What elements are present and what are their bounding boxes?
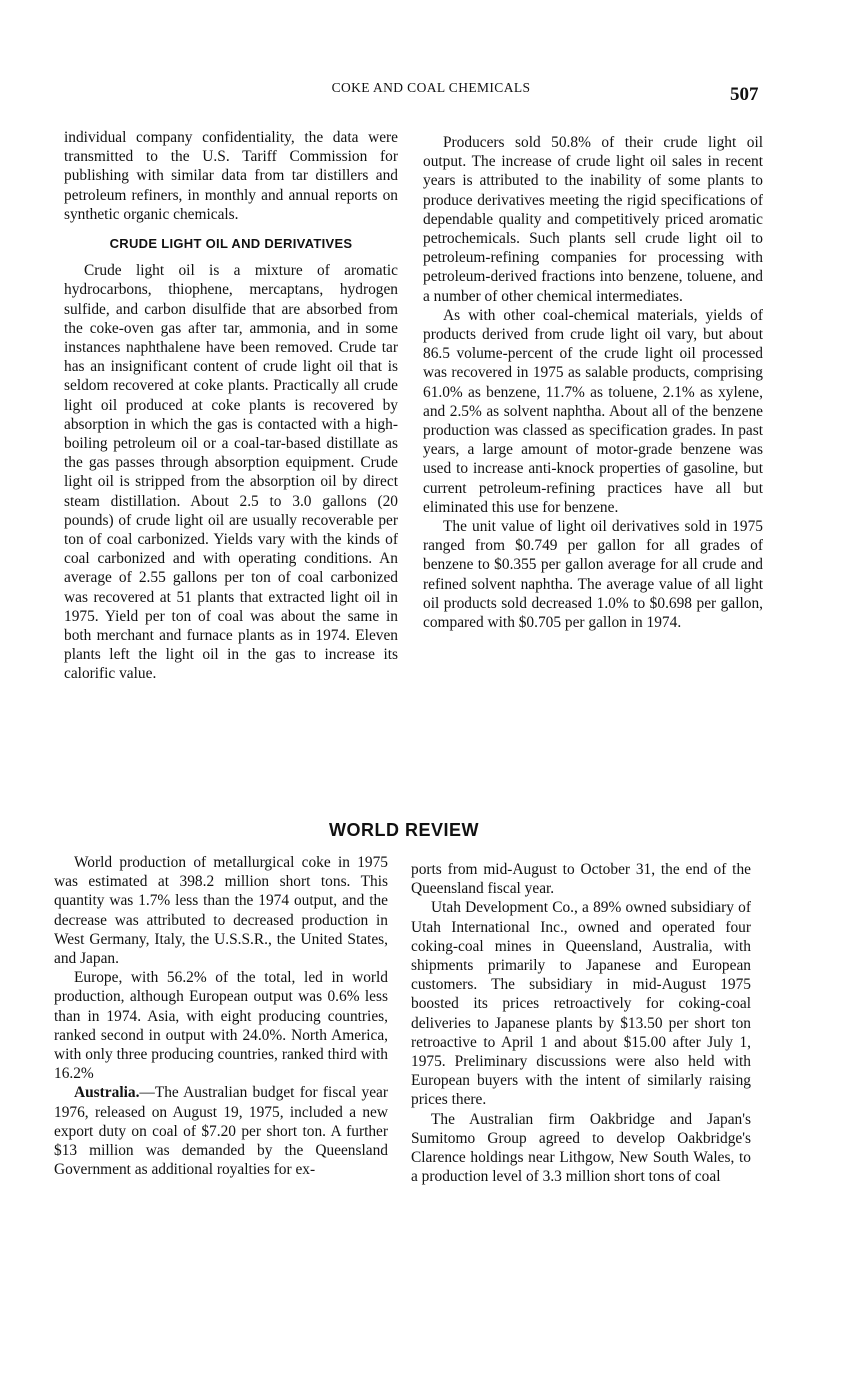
paragraph-exports-continued: ports from mid-August to October 31, the end of the Queensland fiscal year. bbox=[411, 861, 751, 898]
column-right-bottom bbox=[411, 860, 751, 1186]
paragraph-world-production: World production of metallurgical coke in 1975 was estimated at 398.2 million short tons. This quantity was 1.7% less than the 1974 output, and the decrease was attributed to decreased production in West Germany, Italy, the U.S.S.R., the United States, and Japan. bbox=[54, 854, 388, 968]
column-right-top bbox=[423, 133, 763, 632]
runin-australia: Australia. bbox=[74, 1084, 140, 1102]
paragraph-producers: Producers sold 50.8% of their crude light oil output. The increase of crude light oil sales in recent years is attributed to the inability of some plants to produce derivatives meeting the rigid specifications of dependable quality and competitively priced aromatic petrochemicals. Such plants sell crude light oil to petroleum-refining companies for processing with petroleum-derived fractions into benzene, toluene, and a number of other chemical intermediates. bbox=[423, 134, 763, 305]
section-title-world-review: WORLD REVIEW bbox=[329, 820, 479, 840]
column-left-bottom bbox=[54, 853, 388, 1179]
paragraph-crude-light-oil: Crude light oil is a mixture of aromatic hydrocarbons, thiophene, mercaptans, hydrogen sulfide, and carbon disulfide that are absorbed from the coke-oven gas after tar, ammonia, and in some instances naphthalene have been removed. Crude tar has an insignificant content of crude light oil that is seldom recovered at coke plants. Practically all crude light oil produced at coke plants is recovered by absorption in which the gas is contacted with a high-boiling petroleum oil or a coal-tar-based distillate as the gas passes through absorption equipment. Crude light oil is stripped from the absorption oil by direct steam distillation. About 2.5 to 3.0 gallons (20 pounds) of crude light oil are usually recoverable per ton of coal carbonized. Yields vary with the kinds of coal carbonized and with operating conditions. An average of 2.55 gallons per ton of coal carbonized was recovered at 51 plants that extracted light oil in 1975. Yield per ton of coal was about the same in both merchant and furnace plants as in 1974. Eleven plants left the light oil in the gas to increase its calorific value. bbox=[64, 262, 398, 683]
paragraph-europe: Europe, with 56.2% of the total, led in world production, although European output was 0.6% less than in 1974. Asia, with eight producing countries, ranked second in output with 24.0%. North America, with only three producing countries, ranked third with 16.2% bbox=[54, 969, 388, 1083]
paragraph-yields: As with other coal-chemical materials, yields of products derived from crude light oil vary, but about 86.5 volume-percent of the crude light oil processed was recovered in 1975 as salable products, comprising 61.0% as benzene, 11.7% as toluene, 2.1% as xylene, and 2.5% as solvent naphtha. About all of the benzene production was classed as specification grades. In past years, a large amount of motor-grade benzene was used to increase anti-knock properties of gasoline, but current petroleum-refining practices have all but eliminated this use for benzene. bbox=[423, 306, 763, 516]
subheading-crude-light-oil: CRUDE LIGHT OIL AND DERIVATIVES bbox=[109, 236, 353, 252]
paragraph-continued: individual company confidentiality, the data were transmitted to the U.S. Tariff Commission for publishing with similar data from tar distillers and petroleum refiners, in monthly and annual reports on synthetic organic chemicals. bbox=[64, 129, 398, 223]
page-number: 507 bbox=[730, 84, 759, 105]
paragraph-oakbridge: The Australian firm Oakbridge and Japan's Sumitomo Group agreed to develop Oakbridge's Clarence holdings near Lithgow, New South Wales, to a production level of 3.3 million short tons of coal bbox=[411, 1110, 751, 1186]
paragraph-australia bbox=[54, 1083, 388, 1179]
paragraph-australia-text: —The Australian budget for fiscal year 1976, released on August 19, 1975, included a new export duty on coal of $7.20 per short ton. A further $13 million was demanded by the Queensland Government as additional royalties for ex- bbox=[54, 1084, 388, 1179]
running-head: COKE AND COAL CHEMICALS bbox=[331, 80, 531, 95]
paragraph-utah-development: Utah Development Co., a 89% owned subsidiary of Utah International Inc., owned and operated four coking-coal mines in Queensland, Australia, with shipments primarily to Japanese and European customers. The subsidiary in mid-August 1975 boosted its prices retroactively for coking-coal deliveries to Japanese plants by $13.50 per short ton retroactive to April 1 and about $15.00 after July 1, 1975. Preliminary discussions were also held with European buyers with the intent of similarly raising prices there. bbox=[411, 899, 751, 1109]
column-left-top bbox=[64, 128, 398, 684]
paragraph-unit-value: The unit value of light oil derivatives sold in 1975 ranged from $0.749 per gallon for all grades of benzene to $0.355 per gallon average for all crude and refined solvent naphtha. The average value of all light oil products sold decreased 1.0% to $0.698 per gallon, compared with $0.705 per gallon in 1974. bbox=[423, 518, 763, 632]
